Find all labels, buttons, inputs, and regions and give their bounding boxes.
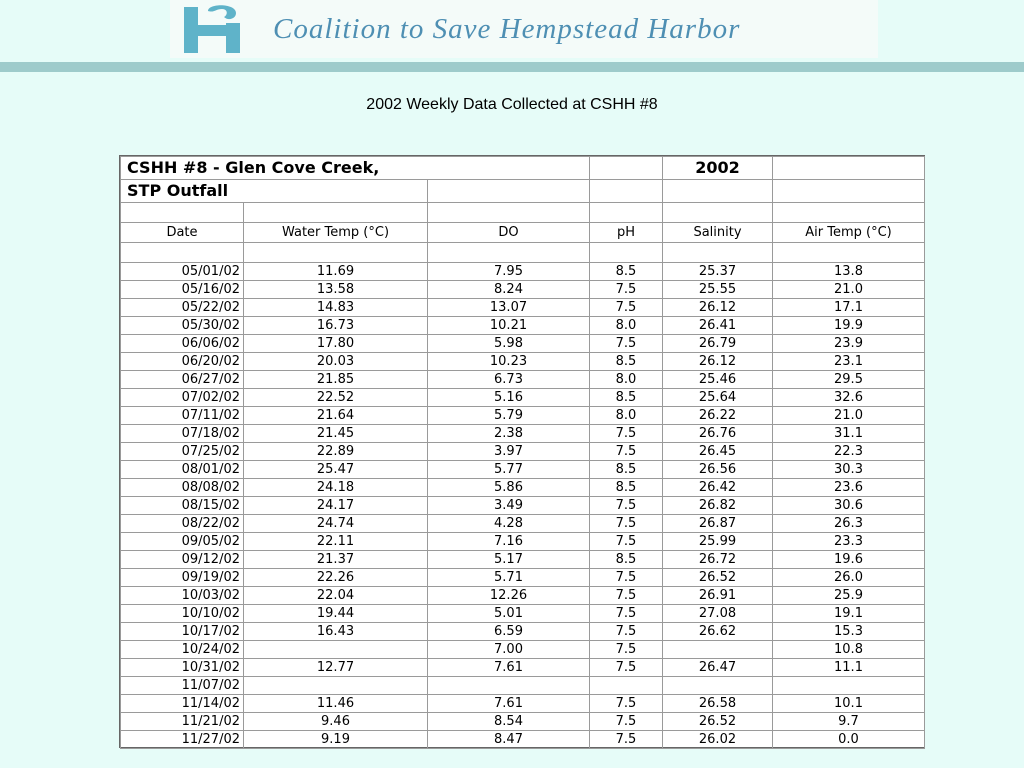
water-temp-cell: 22.11 [244,533,428,551]
do-cell: 13.07 [428,299,590,317]
air-temp-cell: 26.0 [773,569,925,587]
do-cell: 2.38 [428,425,590,443]
do-cell: 7.95 [428,263,590,281]
date-cell: 06/06/02 [121,335,244,353]
ph-cell: 7.5 [590,515,663,533]
ph-cell: 7.5 [590,587,663,605]
table-row [121,371,925,389]
air-temp-cell: 10.8 [773,641,925,659]
water-temp-cell: 9.19 [244,731,428,749]
do-cell: 8.24 [428,281,590,299]
air-temp-cell: 21.0 [773,281,925,299]
do-cell: 3.49 [428,497,590,515]
data-table-container [119,155,925,748]
col-header-ph: pH [590,223,663,243]
salinity-cell: 26.02 [663,731,773,749]
salinity-cell: 26.72 [663,551,773,569]
water-temp-cell [244,677,428,695]
salinity-cell: 26.47 [663,659,773,677]
ph-cell: 7.5 [590,731,663,749]
air-temp-cell: 10.1 [773,695,925,713]
date-cell: 06/20/02 [121,353,244,371]
salinity-cell: 26.79 [663,335,773,353]
table-subtitle-row [121,180,925,203]
do-cell: 7.16 [428,533,590,551]
ph-cell: 8.5 [590,263,663,281]
air-temp-cell: 23.3 [773,533,925,551]
ph-cell: 8.5 [590,353,663,371]
spacer-row [121,203,925,223]
date-cell: 11/21/02 [121,713,244,731]
air-temp-cell: 9.7 [773,713,925,731]
ph-cell: 8.0 [590,407,663,425]
salinity-cell: 26.58 [663,695,773,713]
air-temp-cell: 21.0 [773,407,925,425]
ph-cell: 8.5 [590,479,663,497]
col-header-do: DO [428,223,590,243]
salinity-cell: 26.52 [663,569,773,587]
header-banner [170,0,878,58]
do-cell: 5.98 [428,335,590,353]
air-temp-cell: 23.9 [773,335,925,353]
water-temp-cell: 12.77 [244,659,428,677]
do-cell: 5.79 [428,407,590,425]
salinity-cell: 26.45 [663,443,773,461]
do-cell: 6.73 [428,371,590,389]
table-row [121,281,925,299]
data-table [120,156,925,749]
water-temp-cell: 11.69 [244,263,428,281]
date-cell: 11/27/02 [121,731,244,749]
ph-cell: 7.5 [590,569,663,587]
ph-cell: 8.5 [590,551,663,569]
salinity-cell: 25.99 [663,533,773,551]
ph-cell [590,677,663,695]
date-cell: 11/07/02 [121,677,244,695]
water-temp-cell: 24.17 [244,497,428,515]
salinity-cell: 25.64 [663,389,773,407]
table-row [121,677,925,695]
do-cell: 12.26 [428,587,590,605]
table-row [121,605,925,623]
air-temp-cell: 11.1 [773,659,925,677]
water-temp-cell: 21.37 [244,551,428,569]
table-row [121,659,925,677]
date-cell: 05/16/02 [121,281,244,299]
table-row [121,407,925,425]
page-title: 2002 Weekly Data Collected at CSHH #8 [366,96,658,113]
water-temp-cell [244,641,428,659]
date-cell: 08/22/02 [121,515,244,533]
ph-cell: 7.5 [590,443,663,461]
ph-cell: 7.5 [590,335,663,353]
ph-cell: 7.5 [590,695,663,713]
csh-logo-icon [178,1,248,57]
table-row [121,695,925,713]
salinity-cell: 26.87 [663,515,773,533]
table-row [121,623,925,641]
header-divider [0,62,1024,72]
do-cell: 5.16 [428,389,590,407]
ph-cell: 8.0 [590,371,663,389]
date-cell: 11/14/02 [121,695,244,713]
water-temp-cell: 21.85 [244,371,428,389]
date-cell: 09/19/02 [121,569,244,587]
column-header-row [121,223,925,243]
water-temp-cell: 22.52 [244,389,428,407]
col-header-salinity: Salinity [663,223,773,243]
table-row [121,353,925,371]
do-cell: 8.47 [428,731,590,749]
do-cell [428,677,590,695]
salinity-cell [663,641,773,659]
water-temp-cell: 16.73 [244,317,428,335]
col-header-date: Date [121,223,244,243]
ph-cell: 8.0 [590,317,663,335]
date-cell: 07/18/02 [121,425,244,443]
date-cell: 07/02/02 [121,389,244,407]
water-temp-cell: 22.26 [244,569,428,587]
table-row [121,461,925,479]
salinity-cell: 26.91 [663,587,773,605]
salinity-cell: 26.41 [663,317,773,335]
table-title-row [121,157,925,180]
table-row [121,425,925,443]
table-row [121,587,925,605]
water-temp-cell: 24.74 [244,515,428,533]
ph-cell: 7.5 [590,713,663,731]
table-row [121,299,925,317]
do-cell: 5.01 [428,605,590,623]
date-cell: 06/27/02 [121,371,244,389]
table-row [121,335,925,353]
ph-cell: 7.5 [590,497,663,515]
salinity-cell: 26.62 [663,623,773,641]
salinity-cell [663,677,773,695]
table-row [121,479,925,497]
water-temp-cell: 22.89 [244,443,428,461]
station-subtitle: STP Outfall [121,180,428,203]
air-temp-cell: 15.3 [773,623,925,641]
air-temp-cell: 17.1 [773,299,925,317]
ph-cell: 7.5 [590,533,663,551]
ph-cell: 7.5 [590,425,663,443]
air-temp-cell: 26.3 [773,515,925,533]
water-temp-cell: 9.46 [244,713,428,731]
do-cell: 5.77 [428,461,590,479]
date-cell: 10/03/02 [121,587,244,605]
air-temp-cell: 25.9 [773,587,925,605]
salinity-cell: 27.08 [663,605,773,623]
date-cell: 07/11/02 [121,407,244,425]
table-row [121,569,925,587]
table-row [121,533,925,551]
do-cell: 7.61 [428,695,590,713]
air-temp-cell: 32.6 [773,389,925,407]
air-temp-cell: 23.1 [773,353,925,371]
water-temp-cell: 21.64 [244,407,428,425]
date-cell: 10/31/02 [121,659,244,677]
water-temp-cell: 24.18 [244,479,428,497]
salinity-cell: 26.12 [663,353,773,371]
date-cell: 08/01/02 [121,461,244,479]
air-temp-cell: 0.0 [773,731,925,749]
do-cell: 3.97 [428,443,590,461]
air-temp-cell: 19.6 [773,551,925,569]
salinity-cell: 26.22 [663,407,773,425]
air-temp-cell: 19.9 [773,317,925,335]
air-temp-cell [773,677,925,695]
do-cell: 5.71 [428,569,590,587]
salinity-cell: 26.12 [663,299,773,317]
date-cell: 05/01/02 [121,263,244,281]
date-cell: 05/22/02 [121,299,244,317]
year-label: 2002 [663,157,773,180]
water-temp-cell: 16.43 [244,623,428,641]
date-cell: 08/15/02 [121,497,244,515]
air-temp-cell: 23.6 [773,479,925,497]
air-temp-cell: 30.3 [773,461,925,479]
org-name: Coalition to Save Hempstead Harbor [273,12,741,45]
ph-cell: 8.5 [590,461,663,479]
water-temp-cell: 17.80 [244,335,428,353]
date-cell: 09/05/02 [121,533,244,551]
col-header-water-temp: Water Temp (°C) [244,223,428,243]
do-cell: 10.21 [428,317,590,335]
water-temp-cell: 14.83 [244,299,428,317]
date-cell: 05/30/02 [121,317,244,335]
ph-cell: 7.5 [590,659,663,677]
table-row [121,731,925,749]
ph-cell: 8.5 [590,389,663,407]
air-temp-cell: 31.1 [773,425,925,443]
air-temp-cell: 30.6 [773,497,925,515]
ph-cell: 7.5 [590,605,663,623]
do-cell: 5.86 [428,479,590,497]
date-cell: 09/12/02 [121,551,244,569]
salinity-cell: 26.82 [663,497,773,515]
do-cell: 7.61 [428,659,590,677]
do-cell: 8.54 [428,713,590,731]
table-row [121,713,925,731]
salinity-cell: 26.76 [663,425,773,443]
water-temp-cell: 19.44 [244,605,428,623]
ph-cell: 7.5 [590,623,663,641]
date-cell: 10/17/02 [121,623,244,641]
water-temp-cell: 11.46 [244,695,428,713]
station-name: CSHH #8 - Glen Cove Creek, [121,157,590,180]
table-row [121,497,925,515]
table-row [121,389,925,407]
spacer-row [121,243,925,263]
do-cell: 10.23 [428,353,590,371]
air-temp-cell: 13.8 [773,263,925,281]
table-row [121,443,925,461]
date-cell: 07/25/02 [121,443,244,461]
salinity-cell: 25.55 [663,281,773,299]
ph-cell: 7.5 [590,281,663,299]
water-temp-cell: 25.47 [244,461,428,479]
salinity-cell: 26.56 [663,461,773,479]
date-cell: 08/08/02 [121,479,244,497]
ph-cell: 7.5 [590,641,663,659]
water-temp-cell: 13.58 [244,281,428,299]
water-temp-cell: 22.04 [244,587,428,605]
do-cell: 4.28 [428,515,590,533]
salinity-cell: 25.37 [663,263,773,281]
salinity-cell: 26.52 [663,713,773,731]
water-temp-cell: 20.03 [244,353,428,371]
air-temp-cell: 19.1 [773,605,925,623]
air-temp-cell: 22.3 [773,443,925,461]
table-row [121,551,925,569]
col-header-air-temp: Air Temp (°C) [773,223,925,243]
salinity-cell: 25.46 [663,371,773,389]
do-cell: 6.59 [428,623,590,641]
salinity-cell: 26.42 [663,479,773,497]
date-cell: 10/24/02 [121,641,244,659]
water-temp-cell: 21.45 [244,425,428,443]
ph-cell: 7.5 [590,299,663,317]
table-row [121,263,925,281]
air-temp-cell: 29.5 [773,371,925,389]
table-row [121,641,925,659]
table-row [121,515,925,533]
table-row [121,317,925,335]
do-cell: 7.00 [428,641,590,659]
date-cell: 10/10/02 [121,605,244,623]
do-cell: 5.17 [428,551,590,569]
